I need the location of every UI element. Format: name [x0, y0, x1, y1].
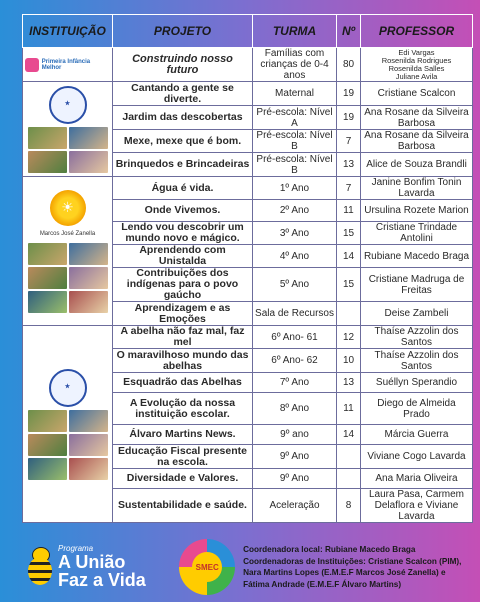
count-cell: 8	[337, 489, 361, 523]
count-cell: 80	[337, 48, 361, 82]
turma-cell: 7º Ano	[253, 373, 337, 393]
turma-cell: Sala de Recursos	[253, 302, 337, 326]
count-cell	[337, 302, 361, 326]
project-cell: O maravilhoso mundo das abelhas	[113, 349, 253, 373]
photo-thumbnail	[69, 127, 108, 149]
turma-cell: 9º ano	[253, 425, 337, 445]
header-projeto: PROJETO	[113, 15, 253, 48]
program-sheet	[8, 10, 472, 594]
pim-logo-text: Primeira Infância Melhor	[41, 58, 91, 71]
project-cell: Brinquedos e Brincadeiras	[113, 153, 253, 177]
count-cell: 14	[337, 425, 361, 445]
table-row	[23, 326, 473, 349]
count-cell: 11	[337, 200, 361, 222]
turma-cell: Pré-escola: Nível A	[253, 106, 337, 130]
program-label: Programa	[58, 544, 94, 553]
count-cell	[337, 469, 361, 489]
photo-thumbnail	[69, 267, 108, 289]
footer	[22, 532, 472, 602]
project-cell: Água é vida.	[113, 177, 253, 200]
project-cell: Lendo vou descobrir um mundo novo e mágico.	[113, 222, 253, 245]
coordinator-local: Coordenadora local: Rubiane Macedo Braga	[243, 545, 416, 554]
turma-cell: Pré-escola: Nível B	[253, 153, 337, 177]
header-professor: PROFESSOR	[361, 15, 473, 48]
photo-thumbnail	[69, 151, 108, 173]
turma-cell: 9º Ano	[253, 469, 337, 489]
photo-thumbnail	[28, 291, 67, 313]
professor-cell: Ana Rosane da Silveira Barbosa	[361, 106, 473, 130]
table-header	[23, 15, 473, 48]
turma-cell: 9º Ano	[253, 445, 337, 469]
project-cell: Cantando a gente se diverte.	[113, 82, 253, 106]
pim-logo	[25, 58, 110, 72]
photo-thumbnail	[28, 267, 67, 289]
count-cell: 7	[337, 177, 361, 200]
professor-cell: Suéllyn Sperandio	[361, 373, 473, 393]
turma-cell: 5º Ano	[253, 268, 337, 302]
photo-thumbnail	[28, 434, 67, 456]
institution-cell	[23, 82, 113, 177]
header-instituicao: INSTITUIÇÃO	[23, 15, 113, 48]
count-cell: 15	[337, 268, 361, 302]
turma-cell: Famílias com crianças de 0-4 anos	[253, 48, 337, 82]
photo-thumbnail	[28, 243, 67, 265]
photo-thumbnail	[28, 151, 67, 173]
project-cell: Jardim das descobertas	[113, 106, 253, 130]
turma-cell: Maternal	[253, 82, 337, 106]
table-row	[23, 82, 473, 106]
institution-cell	[23, 177, 113, 326]
coordination-text	[243, 544, 472, 590]
turma-cell: 1º Ano	[253, 177, 337, 200]
count-cell: 13	[337, 153, 361, 177]
photo-thumbnail	[28, 410, 67, 432]
project-cell: Aprendizagem e as Emoções	[113, 302, 253, 326]
bee-icon	[22, 545, 58, 589]
project-cell: Álvaro Martins News.	[113, 425, 253, 445]
project-cell: Mexe, mexe que é bom.	[113, 130, 253, 153]
table-row	[23, 177, 473, 200]
brand-line-1: A União	[58, 552, 126, 572]
project-cell: Sustentabilidade e saúde.	[113, 489, 253, 523]
brand-logo	[22, 545, 171, 589]
photo-thumbnail	[69, 243, 108, 265]
professor-cell: Ursulina Rozete Marion	[361, 200, 473, 222]
projects-table	[22, 14, 473, 523]
professor-cell: Viviane Cogo Lavarda	[361, 445, 473, 469]
count-cell: 13	[337, 373, 361, 393]
photo-thumbnail	[69, 410, 108, 432]
professor-cell: Cristiane Trindade Antolini	[361, 222, 473, 245]
professor-cell: Cristiane Madruga de Freitas	[361, 268, 473, 302]
project-cell: Diversidade e Valores.	[113, 469, 253, 489]
professor-cell: Márcia Guerra	[361, 425, 473, 445]
photo-thumbnail	[28, 458, 67, 480]
professor-cell: Thaíse Azzolin dos Santos	[361, 326, 473, 349]
photo-thumbnail	[69, 458, 108, 480]
school-logo-label: Marcos José Zanella	[39, 230, 96, 237]
project-cell: Educação Fiscal presente na escola.	[113, 445, 253, 469]
smec-label: SMEC	[192, 552, 222, 582]
professor-cell: Janine Bonfim Tonin Lavarda	[361, 177, 473, 200]
turma-cell: 4º Ano	[253, 245, 337, 268]
count-cell: 19	[337, 106, 361, 130]
professor-cell: Ana Maria Oliveira	[361, 469, 473, 489]
turma-cell: 6º Ano- 62	[253, 349, 337, 373]
foot-icon	[25, 58, 39, 72]
table-row	[23, 48, 473, 82]
professor-cell: Cristiane Scalcon	[361, 82, 473, 106]
project-cell: Contribuições dos indígenas para o povo gaúcho	[113, 268, 253, 302]
count-cell: 10	[337, 349, 361, 373]
institution-cell	[23, 48, 113, 82]
project-cell: Aprendendo com Unistalda	[113, 245, 253, 268]
project-cell: Onde Vivemos.	[113, 200, 253, 222]
professor-cell: Rubiane Macedo Braga	[361, 245, 473, 268]
institution-cell	[23, 326, 113, 523]
professor-cell: Laura Pasa, Carmem Delaflora e Viviane Lavarda	[361, 489, 473, 523]
turma-cell: 3º Ano	[253, 222, 337, 245]
photo-thumbnail	[69, 434, 108, 456]
count-cell: 7	[337, 130, 361, 153]
project-cell: Construindo nosso futuro	[113, 48, 253, 82]
smec-seal-icon	[179, 539, 235, 595]
turma-cell: 8º Ano	[253, 393, 337, 425]
turma-cell: Pré-escola: Nível B	[253, 130, 337, 153]
count-cell: 11	[337, 393, 361, 425]
project-cell: Esquadrão das Abelhas	[113, 373, 253, 393]
school-seal-icon: ★	[49, 86, 87, 124]
coordinators-institutions: Coordenadoras de Instituições: Cristiane Scalcon (PIM), Nara Martins Lopes (E.M.E.F Marcos José Zanella) e Fátima Andrade (E.M.E.F Álvaro Martins)	[243, 556, 462, 589]
brand-line-2: Faz a Vida	[58, 570, 146, 590]
school-sun-logo-icon: ☀	[50, 190, 86, 226]
header-numero: Nº	[337, 15, 361, 48]
count-cell: 15	[337, 222, 361, 245]
count-cell	[337, 445, 361, 469]
count-cell: 12	[337, 326, 361, 349]
professor-cell: Alice de Souza Brandli	[361, 153, 473, 177]
school-seal-icon: ★	[49, 369, 87, 407]
count-cell: 14	[337, 245, 361, 268]
photo-thumbnail	[28, 127, 67, 149]
professor-cell: Diego de Almeida Prado	[361, 393, 473, 425]
header-turma: TURMA	[253, 15, 337, 48]
project-cell: A abelha não faz mal, faz mel	[113, 326, 253, 349]
photo-thumbnail	[69, 291, 108, 313]
professor-cell: Edi Vargas Rosenilda Rodrigues Rosenilda Salles Juliane Avila	[361, 48, 473, 82]
turma-cell: Aceleração	[253, 489, 337, 523]
turma-cell: 6º Ano- 61	[253, 326, 337, 349]
professor-cell: Thaíse Azzolin dos Santos	[361, 349, 473, 373]
professor-cell: Deise Zambeli	[361, 302, 473, 326]
professor-cell: Ana Rosane da Silveira Barbosa	[361, 130, 473, 153]
turma-cell: 2º Ano	[253, 200, 337, 222]
count-cell: 19	[337, 82, 361, 106]
project-cell: A Evolução da nossa instituição escolar.	[113, 393, 253, 425]
